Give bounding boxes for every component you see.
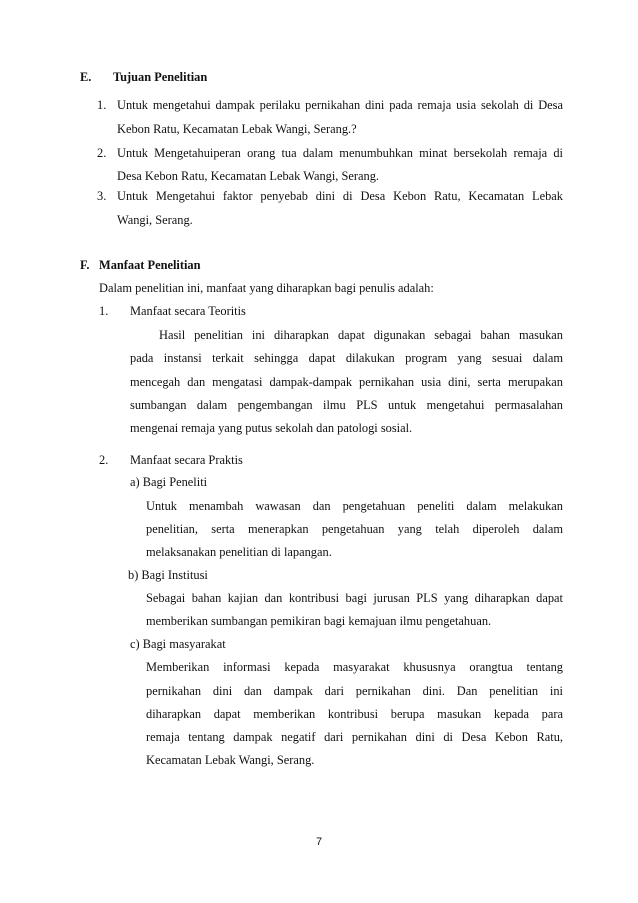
section-e-item-3-line-1: Untuk Mengetahui faktor penyebab dini di Desa Kebon Ratu, Kecamatan Lebak: [117, 189, 563, 203]
sub-a-label: a) Bagi Peneliti: [130, 475, 208, 489]
point-1-line-1: Hasil penelitian ini diharapkan dapat digunakan sebagai bahan masukan: [159, 328, 563, 342]
point-1-line-4: sumbangan dalam pengembangan ilmu PLS untuk mengetahui permasalahan: [130, 398, 563, 412]
sub-a-line-3: melaksanakan penelitian di lapangan.: [146, 545, 332, 559]
sub-b-line-2: memberikan sumbangan pemikiran bagi kemajuan ilmu pengetahuan.: [146, 614, 492, 628]
sub-a-line-1: Untuk menambah wawasan dan pengetahuan peneliti dalam melakukan: [146, 499, 563, 513]
section-e-item-3-line-2: Wangi, Serang.: [117, 213, 193, 227]
sub-b-label: b) Bagi Institusi: [128, 568, 208, 582]
section-e-item-3-num: 3.: [97, 189, 107, 203]
point-1-title: Manfaat secara Teoritis: [130, 304, 246, 318]
section-f-intro: Dalam penelitian ini, manfaat yang diharapkan bagi penulis adalah:: [99, 281, 434, 295]
section-e-letter: E.: [80, 70, 92, 84]
page-number: 7: [315, 836, 323, 848]
point-1-line-2: pada instansi terkait sehingga dapat dilakukan program yang sesuai dalam: [130, 351, 563, 365]
sub-c-line-2: pernikahan dini dan dampak dari pernikahan dini. Dan penelitian ini: [146, 684, 563, 698]
point-2-num: 2.: [99, 453, 109, 467]
sub-c-label: c) Bagi masyarakat: [130, 637, 226, 651]
sub-b-line-1: Sebagai bahan kajian dan kontribusi bagi jurusan PLS yang diharapkan dapat: [146, 591, 563, 605]
section-f-letter: F.: [80, 258, 90, 272]
section-e-item-1-line-2: Kebon Ratu, Kecamatan Lebak Wangi, Serang.?: [117, 122, 357, 136]
sub-c-line-5: Kecamatan Lebak Wangi, Serang.: [146, 753, 315, 767]
point-2-title: Manfaat secara Praktis: [130, 453, 243, 467]
section-e-item-2-line-2: Desa Kebon Ratu, Kecamatan Lebak Wangi, Serang.: [117, 169, 379, 183]
sub-a-line-2: penelitian, serta menerapkan pengetahuan yang telah diperoleh dalam: [146, 522, 563, 536]
point-1-num: 1.: [99, 304, 109, 318]
point-1-line-5: mengenai remaja yang putus sekolah dan patologi sosial.: [130, 421, 413, 435]
section-e-item-2-num: 2.: [97, 146, 107, 160]
section-e-title: Tujuan Penelitian: [113, 70, 208, 84]
section-e-item-1-num: 1.: [97, 98, 107, 112]
sub-c-line-4: remaja tentang dampak negatif dari pernikahan dini di Desa Kebon Ratu,: [146, 730, 563, 744]
section-e-item-1-line-1: Untuk mengetahui dampak perilaku pernikahan dini pada remaja usia sekolah di Desa: [117, 98, 563, 112]
point-1-line-3: mencegah dan mengatasi dampak-dampak pernikahan usia dini, serta merupakan: [130, 375, 563, 389]
section-f-title: Manfaat Penelitian: [99, 258, 201, 272]
sub-c-line-1: Memberikan informasi kepada masyarakat khususnya orangtua tentang: [146, 660, 563, 674]
section-e-item-2-line-1: Untuk Mengetahuiperan orang tua dalam menumbuhkan minat bersekolah remaja di: [117, 146, 563, 160]
sub-c-line-3: diharapkan dapat memberikan kontribusi berupa masukan kepada para: [146, 707, 563, 721]
